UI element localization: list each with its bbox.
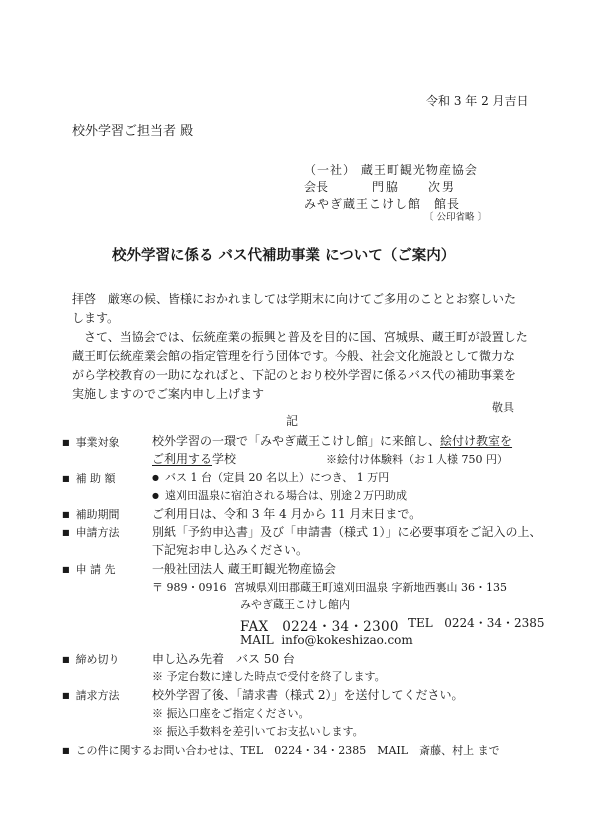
square-bullet-icon: ■ <box>62 746 70 755</box>
deadline-text: 申し込み先着 バス 50 台 <box>152 652 295 666</box>
apply-tel: TEL 0224・34・2385 <box>408 616 545 630</box>
item-period-label: ■ 補助期間 <box>62 508 120 521</box>
contact-line: ■ この件に関するお問い合わせは、TEL 0224・34・2385 MAIL 斎藤、村上 まで <box>62 744 500 757</box>
body-p2-line2: 蔵王町伝統産業会館の指定管理を行う団体です。今般、社会文化施設として微力な <box>72 349 516 363</box>
apply-fax: FAX 0224・34・2300 <box>240 619 399 635</box>
square-bullet-icon: ■ <box>62 510 70 519</box>
item-amount-line2: ● 遠刈田温泉に宿泊される場合は、別途２万円助成 <box>152 489 407 502</box>
square-bullet-icon: ■ <box>62 528 70 537</box>
square-bullet-icon: ■ <box>62 691 70 700</box>
item-purpose-label: ■ 事業対象 <box>62 436 120 449</box>
item-purpose-line2: ご利用する学校 <box>152 452 237 466</box>
item-method-line2: 下記宛お申し込みください。 <box>152 543 309 557</box>
body-p2-line1: さて、当協会では、伝統産業の振興と普及を目的に国、宮城県、蔵王町が設置した <box>72 330 528 344</box>
sender-org: （一社） 蔵王町観光物産協会 <box>304 163 478 177</box>
square-bullet-icon: ■ <box>62 655 70 664</box>
body-p1-line1: 拝啓 厳寒の候、皆様におかれましては学期末に向けてご多用のこととお察しいた <box>72 292 517 306</box>
recipient: 校外学習ご担当者 殿 <box>72 124 194 139</box>
item-billing-label: ■ 請求方法 <box>62 689 120 702</box>
date: 令和 3 年 2 月吉日 <box>426 94 529 108</box>
item-amount-label: ■ 補 助 額 <box>62 472 116 485</box>
square-bullet-icon: ■ <box>62 438 70 447</box>
item-deadline-label: ■ 締め切り <box>62 653 120 666</box>
billing-note1: ※ 振込口座をご指定ください。 <box>152 707 310 720</box>
item-method-label: ■ 申請方法 <box>62 526 120 539</box>
deadline-note: ※ 予定台数に達した時点で受付を終了します。 <box>152 670 386 683</box>
sender-chair-name: 門脇 次男 <box>372 180 457 194</box>
round-bullet-icon: ● <box>152 473 159 482</box>
apply-org: 一般社団法人 蔵王町観光物産協会 <box>152 562 336 576</box>
sender-hall-title: みやぎ蔵王こけし館 館長 <box>304 197 461 211</box>
apply-mail: MAIL info@kokeshizao.com <box>240 633 413 647</box>
closing: 敬具 <box>492 401 514 414</box>
item-amount-line1: ● バス 1 台（定員 20 名以上）につき、 1 万円 <box>152 471 390 484</box>
body-p2-line3: がら学校教育の一助になればと、下記のとおり校外学習に係るバス代の補助事業を <box>72 368 517 382</box>
item-period-text: ご利用日は、令和 3 年 4 月から 11 月末日まで。 <box>152 507 422 521</box>
apply-zip: 〒 989・0916 <box>152 581 227 594</box>
item-method-line1: 別紙「予約申込書」及び「申請書（様式 1）」に必要事項をご記入の上、 <box>152 525 542 539</box>
billing-note2: ※ 振込手数料を差引いてお支払いします。 <box>152 725 364 738</box>
sender-chair-title: 会長 <box>304 180 329 194</box>
ki-heading: 記 <box>286 414 299 428</box>
seal-note: 〔 公印省略 〕 <box>424 212 488 223</box>
apply-address: 宮城県刈田郡蔵王町遠刈田温泉 字新地西裏山 36・135 <box>234 581 507 594</box>
apply-building: みやぎ蔵王こけし館内 <box>240 598 350 611</box>
page-title: 校外学習に係る バス代補助事業 について（ご案内） <box>112 248 456 264</box>
billing-text: 校外学習了後、「請求書（様式 2）」を送付してください。 <box>152 688 464 702</box>
item-purpose-fee-note: ※絵付け体験料（お１人様 750 円） <box>326 453 508 466</box>
round-bullet-icon: ● <box>152 491 159 500</box>
body-p2-line4: 実施しますのでご案内申し上げます <box>72 387 265 401</box>
square-bullet-icon: ■ <box>62 565 70 574</box>
square-bullet-icon: ■ <box>62 474 70 483</box>
item-purpose-line1: 校外学習の一環で「みやぎ蔵王こけし館」に来館し、絵付け教室を <box>152 434 513 448</box>
body-p1-line2: します。 <box>72 311 120 325</box>
item-apply-label: ■ 申 請 先 <box>62 563 116 576</box>
